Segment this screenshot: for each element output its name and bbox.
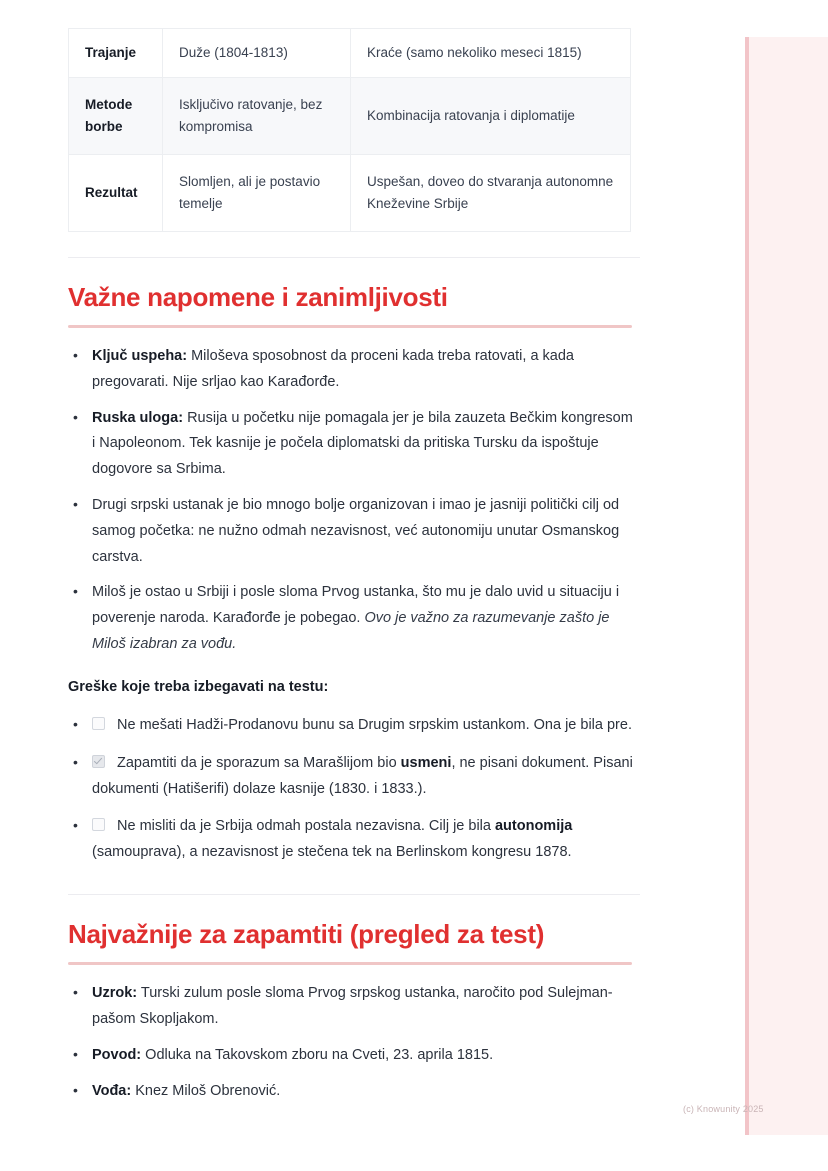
list-item-text-tail: , ne pisani dokument. Pisani dokumenti (Hatišerifi) dolaze kasnije (1830. i 1833.). bbox=[92, 754, 633, 797]
list-item-bold: autonomija bbox=[494, 818, 573, 835]
list-item-bold: usmeni bbox=[400, 754, 452, 771]
table-cell-second-uprising: Kombinacija ratovanja i diplomatije bbox=[351, 77, 631, 154]
summary-bullet-list bbox=[68, 981, 640, 1104]
table-row-label: Rezultat bbox=[69, 154, 163, 231]
list-item-text: Knez Miloš Obrenović. bbox=[131, 1082, 281, 1099]
list-item-text: Miloševa sposobnost da proceni kada treba ratovati, a kada pregovarati. Nije srljao kao Karađorđe. bbox=[92, 348, 574, 390]
section-heading-notes: Važne napomene i zanimljivosti bbox=[68, 281, 448, 312]
mistakes-subheading: Greške koje treba izbegavati na testu: bbox=[68, 678, 329, 695]
list-item-text: Zapamtiti da je sporazum sa Marašlijom bio bbox=[117, 754, 401, 771]
checkbox-unchecked-icon[interactable] bbox=[92, 818, 105, 831]
list-item bbox=[68, 1043, 640, 1069]
list-item-text: Rusija u početku nije pomagala jer je bila zauzeta Bečkim kongresom i Napoleonom. Tek kasnije je počela diplomatski da pritiska Tursku da ispoštuje dogovore sa Srbima. bbox=[92, 409, 633, 478]
list-item-lead: Ključ uspeha: bbox=[92, 348, 188, 365]
list-item-text: Miloš je ostao u Srbiji i posle sloma Prvog ustanka, što mu je dalo uvid u situaciju i poverenje naroda. Karađorđe je pobegao. bbox=[92, 584, 620, 627]
table-row-label: Trajanje bbox=[69, 29, 163, 78]
list-item-text: Drugi srpski ustanak je bio mnogo bolje organizovan i imao je jasniji politički cilj od samog početka: ne nužno odmah nezavisnost, već autonomiju unutar Osmanskog carstva. bbox=[92, 497, 620, 565]
list-item-text: Ne mešati Hadži-Prodanovu bunu sa Drugim srpskim ustankom. Ona je bila pre. bbox=[117, 717, 632, 733]
list-item-lead: Povod: bbox=[92, 1046, 142, 1063]
table-row-label: Metode borbe bbox=[69, 77, 163, 154]
copyright-watermark: (c) Knowunity 2025 bbox=[683, 1104, 764, 1114]
list-item-lead: Uzrok: bbox=[92, 985, 138, 1002]
table-row bbox=[69, 29, 631, 78]
checkbox-checked-icon[interactable] bbox=[92, 755, 105, 768]
page-side-strip bbox=[748, 37, 828, 1135]
comparison-table bbox=[68, 28, 631, 232]
list-item-lead: Ruska uloga: bbox=[92, 409, 184, 426]
page-side-strip-edge bbox=[745, 37, 749, 1135]
list-item bbox=[68, 493, 640, 570]
notes-bullet-list bbox=[68, 344, 640, 658]
list-item-lead: Vođa: bbox=[92, 1082, 132, 1099]
list-item-text: Turski zulum posle sloma Prvog srpskog ustanka, naročito pod Sulejman-pašom Skopljakom. bbox=[92, 985, 613, 1027]
list-item bbox=[68, 713, 640, 739]
table-row bbox=[69, 154, 631, 231]
list-item-text-tail: (samouprava), a nezavisnost je stečena tek na Berlinskom kongresu 1878. bbox=[92, 844, 572, 861]
list-item bbox=[68, 1079, 640, 1105]
table-cell-first-uprising: Isključivo ratovanje, bez kompromisa bbox=[163, 77, 351, 154]
list-item bbox=[68, 814, 640, 866]
table-cell-second-uprising: Uspešan, doveo do stvaranja autonomne Kneževine Srbije bbox=[351, 154, 631, 231]
list-item bbox=[68, 406, 640, 483]
list-item bbox=[68, 981, 640, 1033]
table-row bbox=[69, 77, 631, 154]
comparison-table-body bbox=[69, 29, 631, 232]
section-heading-underline bbox=[68, 962, 632, 965]
section-heading-summary: Najvažnije za zapamtiti (pregled za test) bbox=[68, 918, 545, 949]
checkbox-unchecked-icon[interactable] bbox=[92, 717, 105, 730]
mistakes-checkbox-list bbox=[68, 713, 640, 866]
list-item bbox=[68, 580, 640, 657]
table-cell-first-uprising: Slomljen, ali je postavio temelje bbox=[163, 154, 351, 231]
list-item-text: Odluka na Takovskom zboru na Cveti, 23. aprila 1815. bbox=[141, 1046, 494, 1063]
list-item-emphasis: Ovo je važno za razumevanje zašto je Miloš izabran za vođu. bbox=[92, 610, 610, 653]
section-divider bbox=[68, 894, 640, 895]
list-item bbox=[68, 344, 640, 396]
table-cell-first-uprising: Duže (1804-1813) bbox=[163, 29, 351, 78]
section-heading-underline bbox=[68, 325, 632, 328]
section-divider bbox=[68, 257, 640, 258]
list-item-text: Ne misliti da je Srbija odmah postala nezavisna. Cilj je bila bbox=[117, 818, 495, 835]
list-item bbox=[68, 751, 640, 803]
table-cell-second-uprising: Kraće (samo nekoliko meseci 1815) bbox=[351, 29, 631, 78]
